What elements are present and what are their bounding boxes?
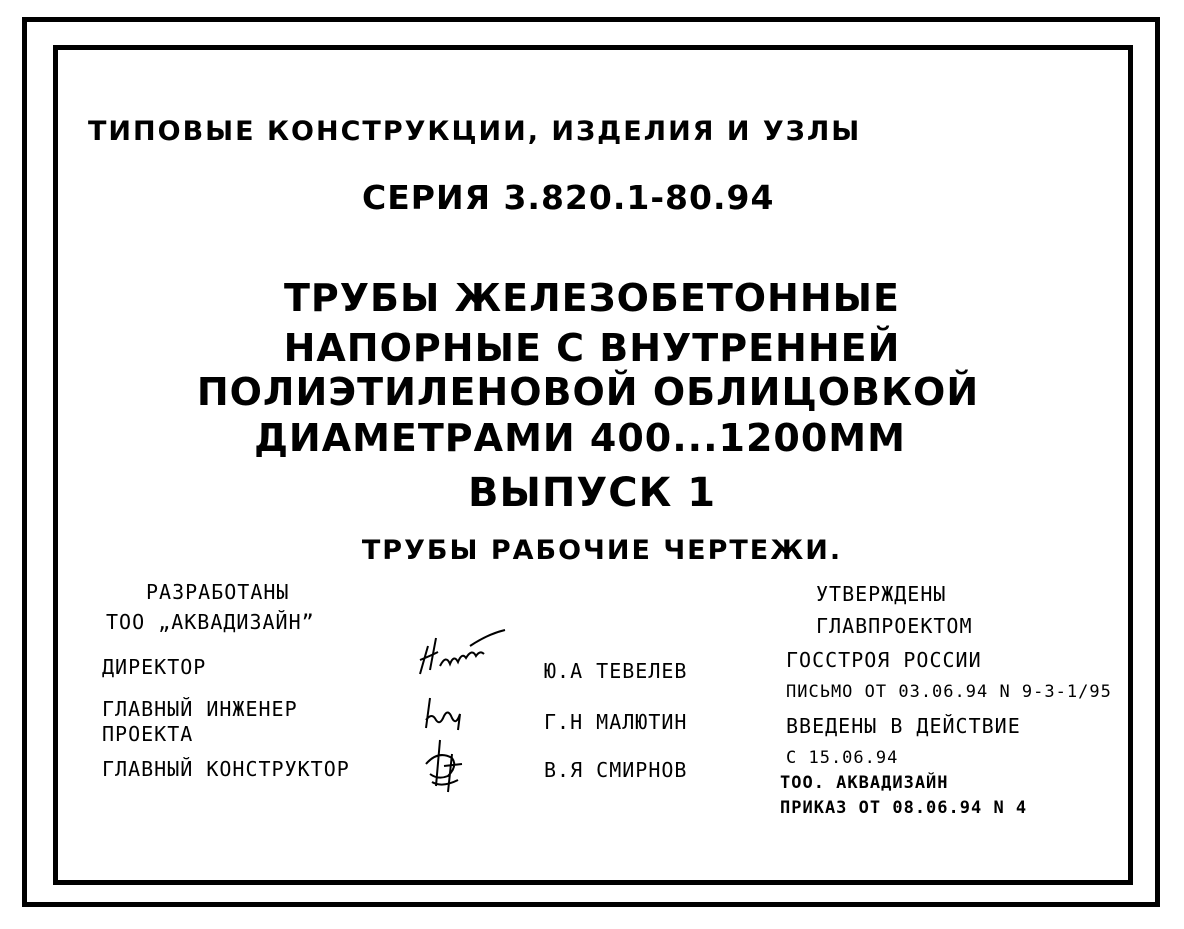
signature-chief-engineer bbox=[420, 690, 480, 735]
role-chief-engineer-line2: ПРОЕКТА bbox=[102, 722, 194, 746]
series-number: СЕРИЯ 3.820.1-80.94 bbox=[362, 178, 775, 217]
series-title: ТИПОВЫЕ КОНСТРУКЦИИ, ИЗДЕЛИЯ И УЗЛЫ bbox=[88, 116, 862, 147]
approval-line-3: ГОССТРОЯ РОССИИ bbox=[786, 648, 982, 672]
name-director: Ю.А ТЕВЕЛЕВ bbox=[544, 659, 688, 683]
role-director: ДИРЕКТОР bbox=[102, 655, 207, 679]
enacting-org: ТОО. АКВАДИЗАЙН bbox=[780, 773, 949, 793]
developed-label: РАЗРАБОТАНЫ bbox=[146, 580, 290, 604]
approval-line-1: УТВЕРЖДЕНЫ bbox=[816, 582, 947, 606]
enacted-date: С 15.06.94 bbox=[786, 748, 899, 768]
document-title-line-1: ТРУБЫ ЖЕЛЕЗОБЕТОННЫЕ bbox=[283, 276, 900, 320]
approval-letter: ПИСЬМО ОТ 03.06.94 N 9-3-1/95 bbox=[786, 682, 1112, 702]
role-chief-designer: ГЛАВНЫЙ КОНСТРУКТОР bbox=[102, 757, 350, 781]
signature-chief-designer bbox=[418, 736, 478, 796]
issue-number: ВЫПУСК 1 bbox=[467, 470, 717, 516]
document-title-line-3: ПОЛИЭТИЛЕНОВОЙ ОБЛИЦОВКОЙ bbox=[196, 370, 980, 414]
document-subtitle: ТРУБЫ РАБОЧИЕ ЧЕРТЕЖИ. bbox=[361, 535, 843, 566]
document-title-line-4: ДИАМЕТРАМИ 400...1200ММ bbox=[254, 416, 906, 460]
role-chief-engineer: ГЛАВНЫЙ ИНЖЕНЕР bbox=[102, 697, 298, 721]
enacted-label: ВВЕДЕНЫ В ДЕЙСТВИЕ bbox=[786, 714, 1021, 738]
document-title-line-2: НАПОРНЫЕ С ВНУТРЕННЕЙ bbox=[283, 326, 901, 370]
name-chief-designer: В.Я СМИРНОВ bbox=[544, 758, 688, 782]
developer-org: ТОО „АКВАДИЗАЙН” bbox=[106, 610, 315, 634]
approval-line-2: ГЛАВПРОЕКТОМ bbox=[816, 614, 973, 638]
name-chief-engineer: Г.Н МАЛЮТИН bbox=[544, 710, 688, 734]
enacting-order: ПРИКАЗ ОТ 08.06.94 N 4 bbox=[780, 798, 1028, 818]
signature-director bbox=[410, 626, 510, 681]
